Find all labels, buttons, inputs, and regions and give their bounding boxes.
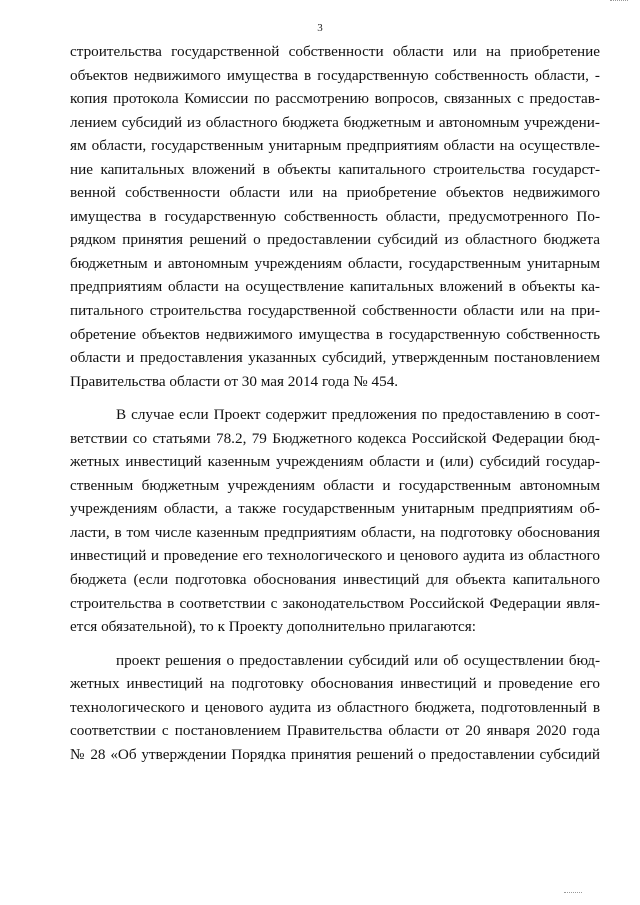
text-line: ветствии со статьями 78.2, 79 Бюджетного кодекса Российской Федерации бюд- [70,429,600,447]
paragraph-1 [70,40,600,393]
text-line: венной собственности области или на приобретение объектов недвижимого [70,184,600,202]
text-line: жетных инвестиций на подготовку обоснования инвестиций и проведение его [70,675,600,693]
text-line: предприятиям области на осуществление капитальных вложений в объекты ка- [70,278,600,296]
text-line: объектов недвижимого имущества в государственную собственность области, - [70,66,600,84]
document-body [70,40,600,766]
text-line: учреждениям области, а также государственным унитарным предприятиям об- [70,500,600,518]
scan-mark-bottom [564,888,582,893]
text-line: имущества в государственную собственность области, предусмотренного По- [70,207,600,225]
text-line: ям области, государственным унитарным предприятиям области на осуществле- [70,137,600,155]
text-line: соответствии с постановлением Правительства области от 20 января 2020 года [70,722,600,740]
paragraph-2 [70,403,600,638]
text-line: В случае если Проект содержит предложения по предоставлению в соот- [116,406,600,424]
text-line: рядком принятия решений о предоставлении субсидий из областного бюджета [70,231,600,249]
text-line: инвестиций и проведение его технологического и ценового аудита из областного [70,547,600,565]
text-line: бюджетным и автономным учреждениям области, государственным унитарным [70,254,600,272]
text-line: жетных инвестиций казенным учреждениям области и (или) субсидий государ- [70,453,600,471]
text-line: Правительства области от 30 мая 2014 года № 454. [70,372,399,390]
text-line: проект решения о предоставлении субсидий или об осуществлении бюд- [116,651,600,669]
text-line: обретение объектов недвижимого имущества в государственную собственность [70,325,600,343]
text-line: ние капитальных вложений в объекты капитального строительства государст- [70,160,600,178]
text-line: технологического и ценового аудита из областного бюджета, подготовленный в [70,698,600,716]
text-line: бюджета (если подготовка обоснования инвестиций для объекта капитального [70,571,600,589]
text-line: ласти, в том числе казенным предприятиям области, на подготовку обоснования [70,523,600,541]
text-line: питального строительства государственной собственности области или на при- [70,302,600,320]
text-line: лением субсидий из областного бюджета бюджетным и автономным учреждени- [70,113,600,131]
text-line: области и предоставления указанных субсидий, утвержденным постановлением [70,349,600,367]
text-line: № 28 «Об утверждении Порядка принятия решений о предоставлении субсидий [70,745,600,763]
text-line: строительства в соответствии с законодательством Российской Федерации явля- [70,594,600,612]
page-number: 3 [317,22,323,34]
scan-mark-top [610,0,628,5]
text-line: ственным бюджетным учреждениям области и государственным автономным [70,476,600,494]
paragraph-3 [70,649,600,767]
text-line: строительства государственной собственности области или на приобретение [70,43,600,60]
text-line: копия протокола Комиссии по рассмотрению вопросов, связанных с предостав- [70,90,600,108]
text-line: ется обязательной), то к Проекту дополнительно прилагаются: [70,618,476,636]
